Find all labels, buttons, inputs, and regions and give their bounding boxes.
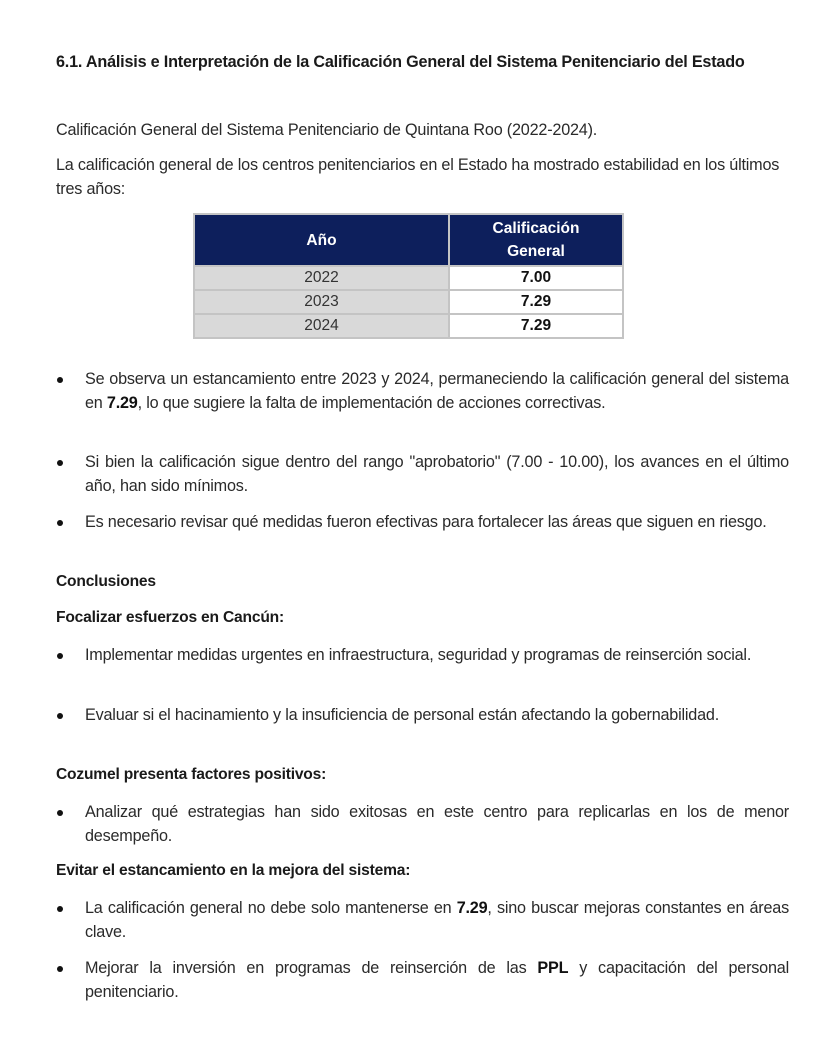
bullet-icon: [57, 966, 63, 972]
bullet-icon: [57, 653, 63, 659]
list-item: Mejorar la inversión en programas de reinserción de las PPL y capacitación del personal penitenciario.: [56, 957, 789, 1004]
bullet-icon: [57, 810, 63, 816]
list-item: Es necesario revisar qué medidas fueron efectivas para fortalecer las áreas que siguen en riesgo.: [56, 511, 789, 535]
header-year: Año: [194, 214, 449, 266]
table-caption: Calificación General del Sistema Penitenciario de Quintana Roo (2022-2024).: [56, 121, 598, 139]
group-title: Focalizar esfuerzos en Cancún:: [56, 609, 284, 626]
group-title: Cozumel presenta factores positivos:: [56, 766, 327, 783]
bullet-icon: [57, 460, 63, 466]
section-title: 6.1. Análisis e Interpretación de la Calificación General del Sistema Penitenciario del Estado: [56, 53, 745, 71]
bullet-icon: [57, 520, 63, 526]
intro-paragraph: La calificación general de los centros penitenciarios en el Estado ha mostrado estabilidad en los últimos tres años:: [56, 156, 780, 198]
cell-grade: 7.00: [449, 266, 623, 290]
list-item: La calificación general no debe solo mantenerse en 7.29, sino buscar mejoras constantes en áreas clave.: [56, 897, 789, 944]
grades-table: [193, 213, 624, 339]
table-row: [194, 266, 623, 290]
cell-year: 2024: [194, 314, 449, 338]
table-row: [194, 314, 623, 338]
bullet-icon: [57, 906, 63, 912]
cell-grade: 7.29: [449, 290, 623, 314]
table-row: [194, 290, 623, 314]
cell-grade: 7.29: [449, 314, 623, 338]
table-header-row: [194, 214, 623, 266]
list-item: Si bien la calificación sigue dentro del rango "aprobatorio" (7.00 - 10.00), los avances en el último año, han sido mínimos.: [56, 451, 789, 498]
header-grade-label: Calificación General: [492, 220, 580, 260]
list-item: Implementar medidas urgentes en infraestructura, seguridad y programas de reinserción social.: [56, 644, 789, 668]
cell-year: 2022: [194, 266, 449, 290]
conclusions-heading: Conclusiones: [56, 573, 156, 590]
header-grade: [449, 214, 623, 266]
list-item: Se observa un estancamiento entre 2023 y 2024, permaneciendo la calificación general del sistema en 7.29, lo que sugiere la falta de implementación de acciones correctivas.: [56, 368, 789, 415]
bullet-icon: [57, 713, 63, 719]
cell-year: 2023: [194, 290, 449, 314]
list-item: Evaluar si el hacinamiento y la insuficiencia de personal están afectando la gobernabilidad.: [56, 704, 789, 728]
list-item: Analizar qué estrategias han sido exitosas en este centro para replicarlas en los de menor desempeño.: [56, 801, 789, 848]
group-title: Evitar el estancamiento en la mejora del sistema:: [56, 862, 411, 879]
bullet-icon: [57, 377, 63, 383]
